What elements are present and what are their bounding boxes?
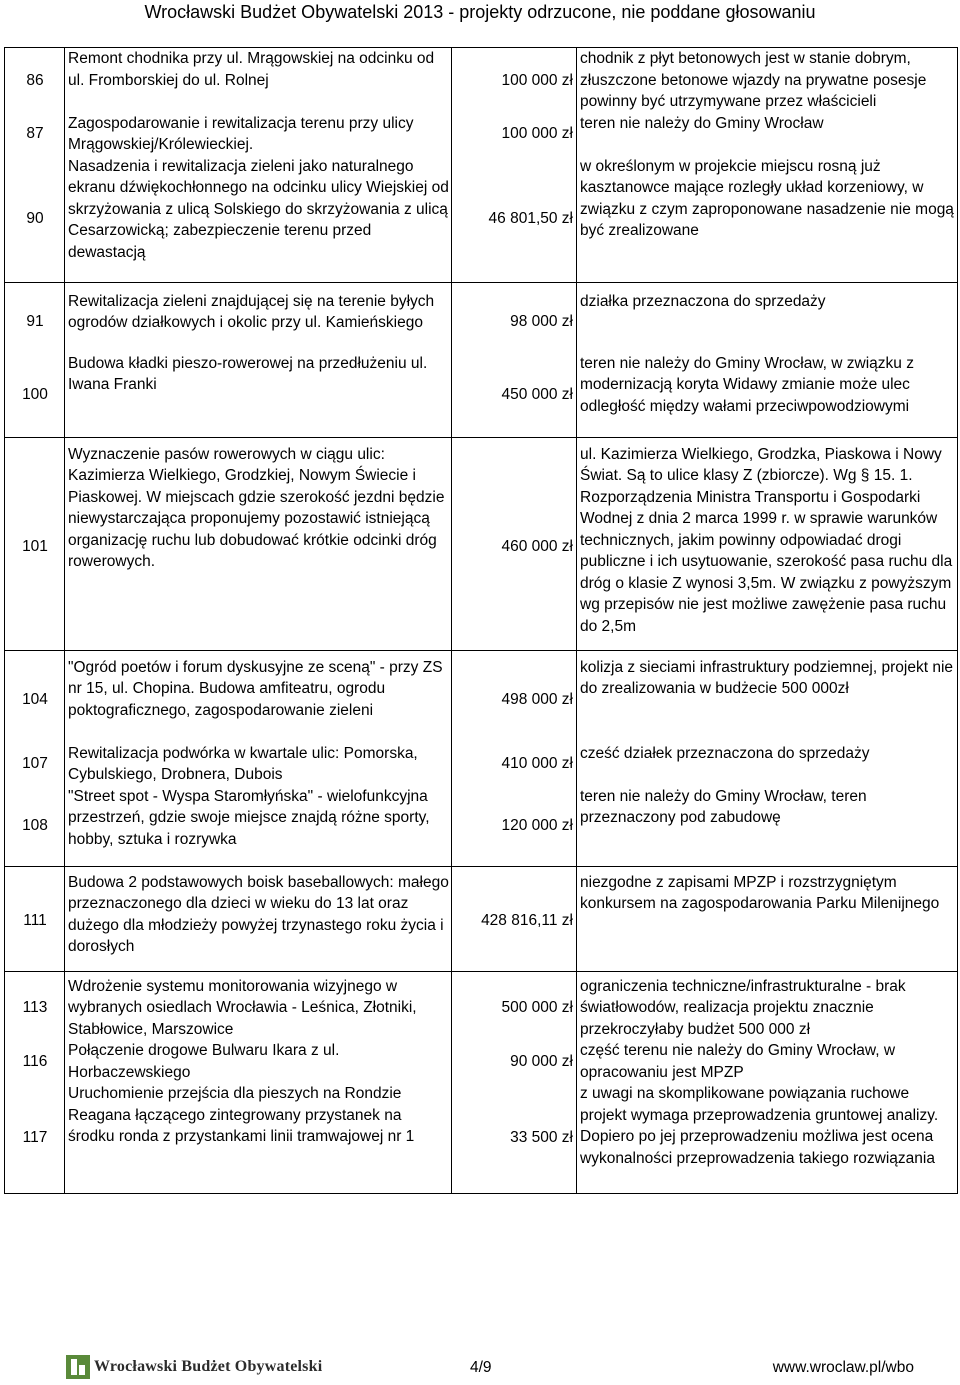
project-amount: 428 816,11 zł bbox=[452, 866, 577, 971]
rejection-reason: część terenu nie należy do Gminy Wrocław, w opracowaniu jest MPZP bbox=[577, 1040, 958, 1083]
wbo-logo-icon bbox=[66, 1355, 90, 1379]
rejection-reason: teren nie należy do Gminy Wrocław bbox=[577, 113, 958, 156]
project-amount: 90 000 zł bbox=[452, 1040, 577, 1083]
project-name: Zagospodarowanie i rewitalizacja terenu przy ulicy Mrągowskiej/Królewieckiej. bbox=[65, 113, 452, 156]
project-name: Nasadzenia i rewitalizacja zieleni jako naturalnego ekranu dźwiękochłonnego na odcinku ulicy Wiejskiej od skrzyżowania z ulicą Solskiego do skrzyżowania z ulicą Cesarzowicką; zabezpieczenie terenu przed dewastacją bbox=[65, 156, 452, 283]
project-amount: 450 000 zł bbox=[452, 353, 577, 438]
website-url: www.wroclaw.pl/wbo bbox=[772, 1359, 914, 1376]
rejection-reason: niezgodne z zapisami MPZP i rozstrzygniętym konkursem na zagospodarowania Parku Milenijnego bbox=[577, 866, 958, 971]
project-amount: 410 000 zł bbox=[452, 743, 577, 786]
project-number: 104 bbox=[5, 650, 65, 743]
table-row bbox=[5, 156, 958, 283]
project-amount: 46 801,50 zł bbox=[452, 156, 577, 283]
project-amount: 460 000 zł bbox=[452, 437, 577, 650]
project-number: 91 bbox=[5, 282, 65, 353]
project-name: "Ogród poetów i forum dyskusyjne ze sceną" - przy ZS nr 15, ul. Chopina. Budowa amfiteatru, ogrodu poktograficznego, zagospodarowanie zieleni bbox=[65, 650, 452, 743]
rejection-reason: chodnik z płyt betonowych jest w stanie dobrym, złuszczone betonowe wjazdy na prywatne posesje powinny być utrzymywane przez właścicieli bbox=[577, 48, 958, 113]
rejection-reason: ul. Kazimierza Wielkiego, Grodzka, Piaskowa i Nowy Świat. Są to ulice klasy Z (zbiorcze). Wg § 15. 1. Rozporządzenia Ministra Transportu i Gospodarki Wodnej z dnia 2 marca 1999 r. w sprawie warunków technicznych, jakim powinny odpowiadać drogi publiczne i ich usytuowanie, szerokość pasa ruchu dla dróg o klasie Z wynosi 3,5m. W związku z powyższym wg przepisów nie jest możliwe zawężenie pasa ruchu do 2,5m bbox=[577, 437, 958, 650]
project-number: 113 bbox=[5, 971, 65, 1040]
project-number: 86 bbox=[5, 48, 65, 113]
project-name: Rewitalizacja zieleni znajdującej się na terenie byłych ogrodów działkowych i okolic przy ul. Kamieńskiego bbox=[65, 282, 452, 353]
page-number: 4/9 bbox=[470, 1359, 492, 1376]
project-name: Budowa kładki pieszo-rowerowej na przedłużeniu ul. Iwana Franki bbox=[65, 353, 452, 438]
rejection-reason: w określonym w projekcie miejscu rosną już kasztanowce mające rozległy układ korzeniowy, w związku z czym zaproponowane nasadzenie nie mogą być zrealizowane bbox=[577, 156, 958, 283]
project-amount: 100 000 zł bbox=[452, 113, 577, 156]
table-row bbox=[5, 1040, 958, 1083]
logo-text: Wrocławski Budżet Obywatelski bbox=[94, 1358, 323, 1375]
table-row bbox=[5, 650, 958, 743]
project-name: Wdrożenie systemu monitorowania wizyjnego w wybranych osiedlach Wrocławia - Leśnica, Złotniki, Stabłowice, Marszowice bbox=[65, 971, 452, 1040]
table-row bbox=[5, 743, 958, 786]
rejection-reason: teren nie należy do Gminy Wrocław, w związku z modernizacją koryta Widawy zmianie może ulec odległość między wałami przeciwpowodziowymi bbox=[577, 353, 958, 438]
project-amount: 100 000 zł bbox=[452, 48, 577, 113]
table-row bbox=[5, 353, 958, 438]
project-name: "Street spot - Wyspa Staromłyńska" - wielofunkcyjna przestrzeń, gdzie swoje miejsce znajdą różne sporty, hobby, sztuka i rozrywka bbox=[65, 786, 452, 867]
table-row bbox=[5, 48, 958, 113]
page-header-title: Wrocławski Budżet Obywatelski 2013 - projekty odrzucone, nie poddane głosowaniu bbox=[144, 2, 816, 22]
project-name: Uruchomienie przejścia dla pieszych na Rondzie Reagana łączącego zintegrowany przystanek na środku ronda z przystankami linii tramwajowej nr 1 bbox=[65, 1083, 452, 1194]
project-name: Budowa 2 podstawowych boisk baseballowych: małego przeznaczonego dla dzieci w wieku do 13 lat oraz dużego dla młodzieży powyżej trzynastego roku życia i dorosłych bbox=[65, 866, 452, 971]
rejection-reason: z uwagi na skomplikowane powiązania ruchowe projekt wymaga przeprowadzenia gruntowej analizy. Dopiero po jej przeprowadzeniu możliwa jest ocena wykonalności przeprowadzenia takiego rozwiązania bbox=[577, 1083, 958, 1194]
table-row bbox=[5, 282, 958, 353]
project-amount: 498 000 zł bbox=[452, 650, 577, 743]
project-name: Rewitalizacja podwórka w kwartale ulic: Pomorska, Cybulskiego, Drobnera, Dubois bbox=[65, 743, 452, 786]
project-number: 101 bbox=[5, 437, 65, 650]
project-name: Wyznaczenie pasów rowerowych w ciągu ulic: Kazimierza Wielkiego, Grodzkiej, Nowym Świecie i Piaskowej. W miejscach gdzie szerokość jezdni będzie niewystarczająca proponujemy pozostawić istniejącą organizację ruchu lub dobudować krótkie odcinki dróg rowerowych. bbox=[65, 437, 452, 650]
project-number: 87 bbox=[5, 113, 65, 156]
table-row bbox=[5, 113, 958, 156]
rejected-projects-table bbox=[4, 47, 958, 1194]
project-number: 108 bbox=[5, 786, 65, 867]
rejection-reason: kolizja z sieciami infrastruktury podziemnej, projekt nie do zrealizowania w budżecie 500 000zł bbox=[577, 650, 958, 743]
table-row bbox=[5, 971, 958, 1040]
project-amount: 33 500 zł bbox=[452, 1083, 577, 1194]
project-number: 116 bbox=[5, 1040, 65, 1083]
rejection-reason: działka przeznaczona do sprzedaży bbox=[577, 282, 958, 353]
project-amount: 120 000 zł bbox=[452, 786, 577, 867]
project-number: 100 bbox=[5, 353, 65, 438]
wbo-logo bbox=[66, 1353, 322, 1381]
project-number: 117 bbox=[5, 1083, 65, 1194]
project-number: 90 bbox=[5, 156, 65, 283]
project-name: Połączenie drogowe Bulwaru Ikara z ul. Horbaczewskiego bbox=[65, 1040, 452, 1083]
table-row bbox=[5, 866, 958, 971]
rejection-reason: ograniczenia techniczne/infrastrukturalne - brak światłowodów, realizacja projektu znacznie przekroczyłaby budżet 500 000 zł bbox=[577, 971, 958, 1040]
table-row bbox=[5, 437, 958, 650]
project-amount: 500 000 zł bbox=[452, 971, 577, 1040]
project-number: 107 bbox=[5, 743, 65, 786]
project-number: 111 bbox=[5, 866, 65, 971]
page-footer bbox=[0, 1345, 960, 1385]
rejection-reason: teren nie należy do Gminy Wrocław, teren przeznaczony pod zabudowę bbox=[577, 786, 958, 867]
table-row bbox=[5, 786, 958, 867]
project-amount: 98 000 zł bbox=[452, 282, 577, 353]
table-row bbox=[5, 1083, 958, 1194]
project-name: Remont chodnika przy ul. Mrągowskiej na odcinku od ul. Fromborskiej do ul. Rolnej bbox=[65, 48, 452, 113]
rejection-reason: cześć działek przeznaczona do sprzedaży bbox=[577, 743, 958, 786]
